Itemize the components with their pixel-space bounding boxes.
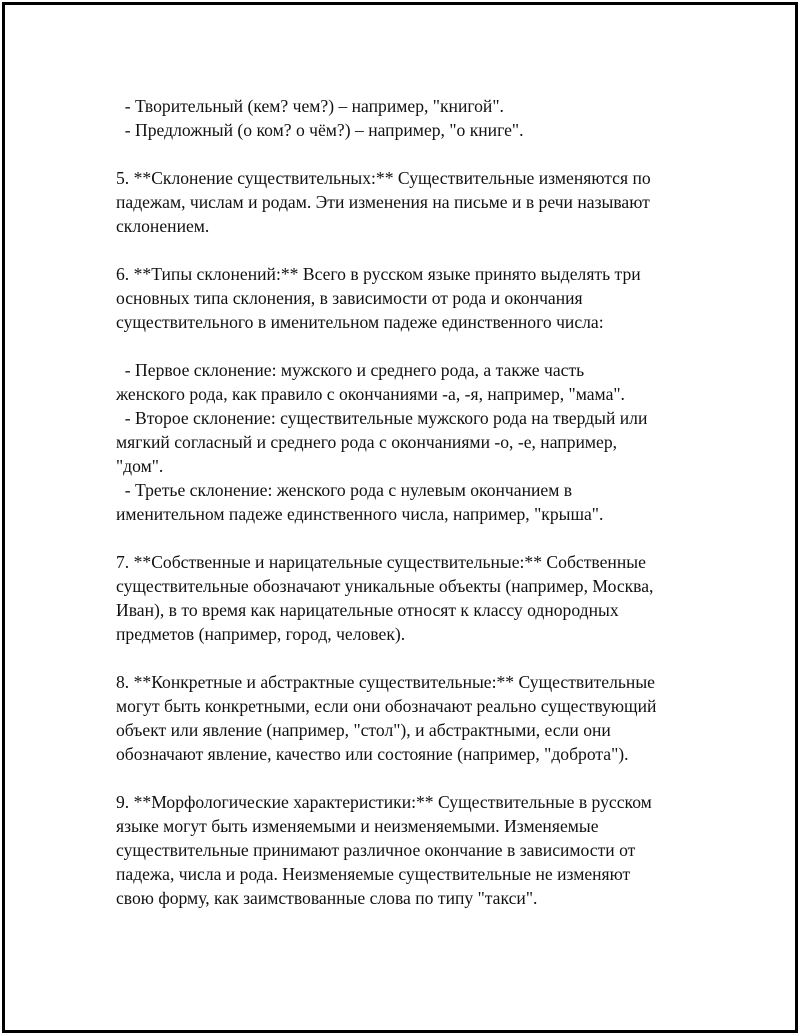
text-line: склонением. (116, 216, 210, 236)
text-line: 8. **Конкретные и абстрактные существительные:** Существительные (116, 672, 655, 692)
list-item-9 (116, 790, 716, 910)
text-line: мягкий согласный и среднего рода с окончаниями -о, -е, например, (116, 432, 618, 452)
text-line: женского рода, как правило с окончаниями -а, -я, например, "мама". (116, 384, 625, 404)
text-line: существительные обозначают уникальные объекты (например, Москва, (116, 576, 654, 596)
text-line: падежам, числам и родам. Эти изменения на письме и в речи называют (116, 192, 650, 212)
text-line: языке могут быть изменяемыми и неизменяемыми. Изменяемые (116, 816, 599, 836)
list-item-6 (116, 262, 716, 526)
text-line: существительного в именительном падеже единственного числа: (116, 312, 604, 332)
text-line: - Творительный (кем? чем?) – например, "книгой". (116, 96, 504, 116)
list-item-8 (116, 670, 716, 766)
text-line: именительном падеже единственного числа, например, "крыша". (116, 504, 604, 524)
text-line: предметов (например, город, человек). (116, 624, 406, 644)
text-line: - Первое склонение: мужского и среднего рода, а также часть (116, 360, 585, 380)
paragraph-gap (116, 646, 716, 670)
text-line: обозначают явление, качество или состояние (например, "доброта"). (116, 744, 629, 764)
text-line: - Предложный (о ком? о чём?) – например, "о книге". (116, 120, 524, 140)
text-line: свою форму, как заимствованные слова по типу "такси". (116, 888, 538, 908)
text-line: могут быть конкретными, если они обозначают реально существующий (116, 696, 657, 716)
text-line: - Третье склонение: женского рода с нулевым окончанием в (116, 480, 573, 500)
paragraph-gap (116, 766, 716, 790)
text-line: 9. **Морфологические характеристики:** Существительные в русском (116, 792, 652, 812)
text-line: 5. **Склонение существительных:** Существительные изменяются по (116, 168, 651, 188)
text-line: Иван), в то время как нарицательные относят к классу однородных (116, 600, 619, 620)
document-body (116, 94, 716, 910)
text-line: падежа, числа и рода. Неизменяемые существительные не изменяют (116, 864, 631, 884)
subitem-first-declension (116, 358, 716, 406)
paragraph-gap (116, 526, 716, 550)
text-line: - Второе склонение: существительные мужского рода на твердый или (116, 408, 648, 428)
text-line: 6. **Типы склонений:** Всего в русском языке принято выделять три (116, 264, 641, 284)
list-item-5 (116, 166, 716, 238)
text-line: существительные принимают различное окончание в зависимости от (116, 840, 636, 860)
text-line: основных типа склонения, в зависимости от рода и окончания (116, 288, 583, 308)
paragraph-gap (116, 334, 716, 358)
case-list-continuation (116, 94, 716, 142)
list-item-7 (116, 550, 716, 646)
subitem-third-declension (116, 478, 716, 526)
subitem-second-declension (116, 406, 716, 478)
paragraph-gap (116, 238, 716, 262)
text-line: объект или явление (например, "стол"), и абстрактными, если они (116, 720, 611, 740)
text-line: 7. **Собственные и нарицательные существительные:** Собственные (116, 552, 646, 572)
paragraph-gap (116, 142, 716, 166)
text-line: "дом". (116, 456, 164, 476)
